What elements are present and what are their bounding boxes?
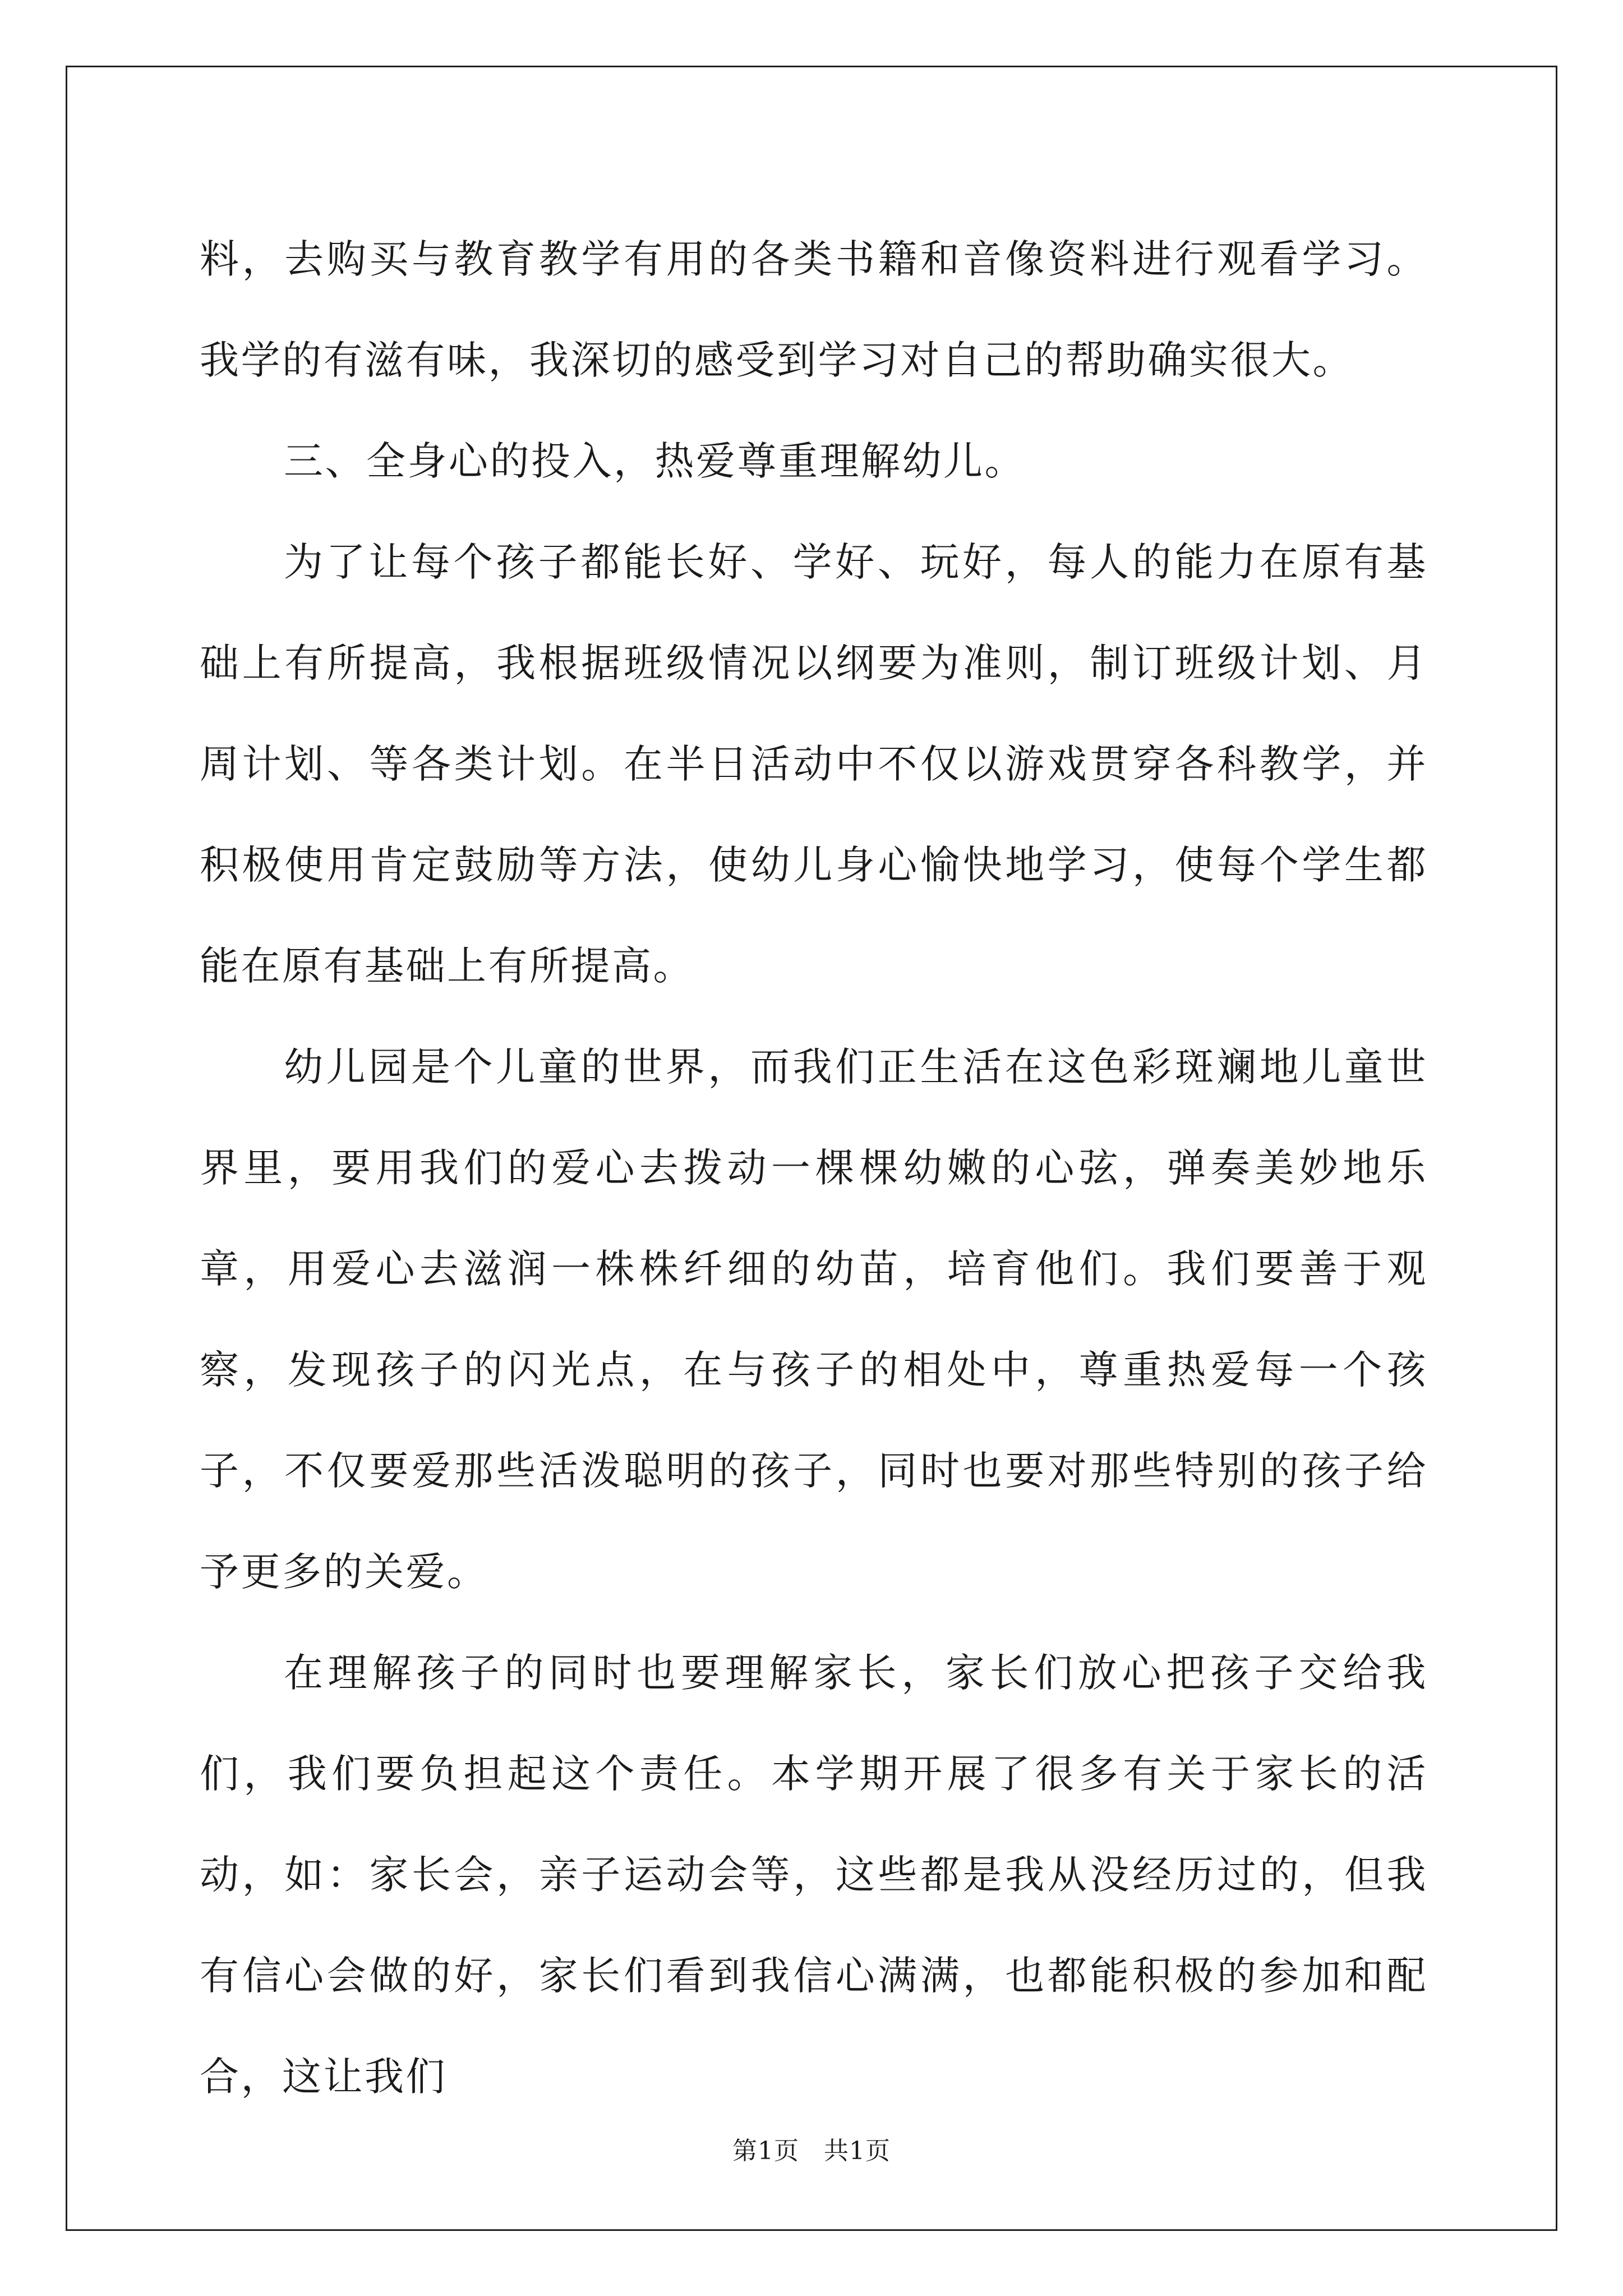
page-number: 第1页: [732, 2137, 799, 2165]
paragraph: 在理解孩子的同时也要理解家长，家长们放心把孩子交给我们，我们要负担起这个责任。本学期开展了很多有关于家长的活动，如：家长会，亲子运动会等，这些都是我从没经历过的，但我有信心会做的好，家长们看到我信心满满，也都能积极的参加和配合，这让我们: [200, 1650, 1428, 2100]
paragraph-continued: 料，去购买与教育教学有用的各类书籍和音像资料进行观看学习。我学的有滋有味，我深切的感受到学习对自己的帮助确实很大。: [200, 236, 1428, 383]
paragraph: 为了让每个孩子都能长好、学好、玩好，每人的能力在原有基础上有所提高，我根据班级情况以纲要为准则，制订班级计划、月周计划、等各类计划。在半日活动中不仅以游戏贯穿各科教学，并积极使用肯定鼓励等方法，使幼儿身心愉快地学习，使每个学生都能在原有基础上有所提高。: [200, 539, 1428, 989]
paragraph: 幼儿园是个儿童的世界，而我们正生活在这色彩斑斓地儿童世界里，要用我们的爱心去拨动一棵棵幼嫩的心弦，弹奏美妙地乐章，用爱心去滋润一株株纤细的幼苗，培育他们。我们要善于观察，发现孩子的闪光点，在与孩子的相处中，尊重热爱每一个孩子，不仅要爱那些活泼聪明的孩子，同时也要对那些特别的孩子给予更多的关爱。: [200, 1044, 1428, 1595]
section-heading: 三、全身心的投入，热爱尊重理解幼儿。: [284, 438, 1026, 484]
page-footer: [0, 2134, 1623, 2168]
page-total: 共1页: [824, 2137, 891, 2165]
document-body: [200, 209, 1428, 2127]
